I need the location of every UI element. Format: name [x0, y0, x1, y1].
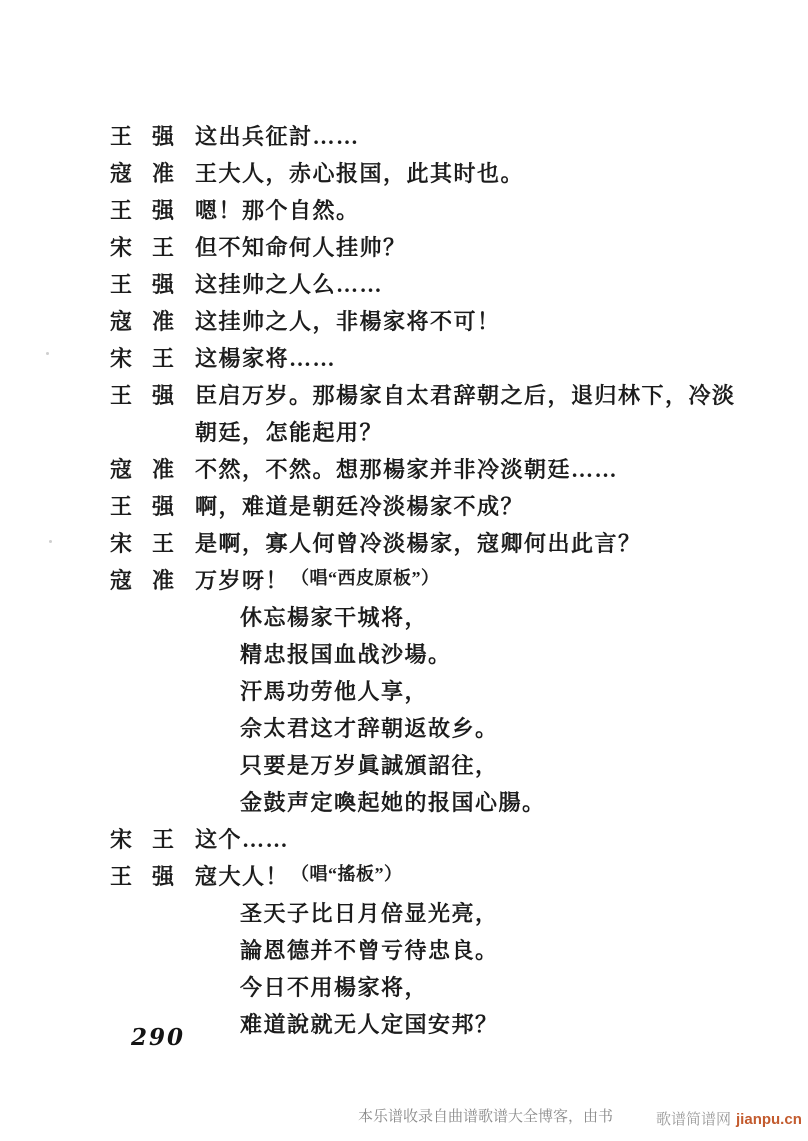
speaker-name: [110, 379, 174, 410]
speaker-name: [110, 157, 174, 188]
lyric-line: [0, 894, 808, 931]
lyric-text: 論恩德并不曾亏待忠良。: [240, 938, 499, 963]
dialogue-line: [0, 191, 808, 228]
dialogue-line: [0, 524, 808, 561]
dialogue-text: 这挂帅之人，非楊家将不可！: [195, 309, 501, 334]
speaker-name-char: 王: [110, 124, 133, 149]
dialogue-continuation-line: [0, 413, 808, 450]
dialogue-line: [0, 265, 808, 302]
speaker-name-char: 宋: [110, 346, 133, 371]
lyric-line: [0, 1005, 808, 1042]
speaker-name-char: 强: [151, 383, 174, 408]
speaker-name: [110, 194, 174, 225]
stage-direction: （唱“搖板”）: [291, 863, 403, 884]
speaker-name-char: 强: [151, 864, 174, 889]
lyric-line: [0, 709, 808, 746]
watermark-site-name: 歌谱简谱网: [656, 1111, 732, 1128]
lyric-line: [0, 746, 808, 783]
speaker-name-char: 准: [151, 457, 174, 482]
dialogue-text: 朝廷，怎能起用？: [195, 420, 384, 445]
dialogue-line: [0, 820, 808, 857]
dialogue-text: 这个……: [195, 827, 290, 852]
dialogue-text: 这出兵征討……: [195, 124, 360, 149]
speaker-name-char: 强: [151, 494, 174, 519]
lyric-line: [0, 783, 808, 820]
lyric-text: 难道說就无人定国安邦？: [240, 1012, 499, 1037]
speaker-name-char: 强: [151, 124, 174, 149]
speaker-name-char: 强: [151, 198, 174, 223]
speaker-name-char: 宋: [110, 827, 133, 852]
dialogue-line: [0, 228, 808, 265]
dialogue-line: [0, 339, 808, 376]
dialogue-line: [0, 154, 808, 191]
speaker-name-char: 寇: [110, 568, 133, 593]
dialogue-text: 啊，难道是朝廷冷淡楊家不成？: [195, 494, 525, 519]
dialogue-text: 是啊，寡人何曾冷淡楊家，寇卿何出此言？: [195, 531, 642, 556]
lyric-text: 金鼓声定喚起她的报国心腸。: [240, 790, 546, 815]
stage-direction: （唱“西皮原板”）: [291, 567, 440, 588]
speaker-name-char: 寇: [110, 457, 133, 482]
lyric-line: [0, 598, 808, 635]
speaker-name-char: 准: [151, 309, 174, 334]
speaker-name: [110, 564, 174, 595]
dialogue-text: 寇大人！: [195, 864, 290, 889]
speaker-name: [110, 231, 174, 262]
speaker-name-char: 寇: [110, 161, 133, 186]
speaker-name: [110, 120, 174, 151]
speaker-name-char: 准: [151, 161, 174, 186]
lyric-text: 休忘楊家干城将，: [240, 605, 429, 630]
lyric-line: [0, 635, 808, 672]
lyric-text: 汗馬功劳他人享，: [240, 679, 429, 704]
site-watermark: [656, 1108, 802, 1129]
dialogue-line: [0, 117, 808, 154]
dialogue-line: [0, 376, 808, 413]
speaker-name: [110, 268, 174, 299]
speaker-name: [110, 860, 174, 891]
dialogue-text: 这楊家将……: [195, 346, 337, 371]
speaker-name-char: 准: [151, 568, 174, 593]
speaker-name-char: 王: [151, 531, 174, 556]
speaker-name-char: 寇: [110, 309, 133, 334]
speaker-name-char: 王: [110, 494, 133, 519]
lyric-text: 今日不用楊家将，: [240, 975, 429, 1000]
dialogue-line: [0, 302, 808, 339]
speaker-name-char: 王: [110, 383, 133, 408]
dialogue-line: [0, 450, 808, 487]
dialogue-line: [0, 857, 808, 894]
speaker-name-char: 宋: [110, 235, 133, 260]
page-number: 290: [131, 1024, 186, 1051]
dialogue-text: 臣启万岁。那楊家自太君辞朝之后，退归林下，冷淡: [195, 383, 736, 408]
watermark-site-url: jianpu.cn: [736, 1111, 802, 1128]
speaker-name-char: 王: [151, 346, 174, 371]
footer-note: 本乐谱收录自曲谱歌谱大全博客，由书: [358, 1108, 614, 1125]
speaker-name-char: 强: [151, 272, 174, 297]
speaker-name: [110, 453, 174, 484]
speaker-name-char: 王: [151, 827, 174, 852]
speaker-name-char: 宋: [110, 531, 133, 556]
speaker-name-char: 王: [151, 235, 174, 260]
scan-speck: [49, 540, 52, 543]
speaker-name: [110, 305, 174, 336]
lyric-text: 精忠报国血战沙場。: [240, 642, 452, 667]
lyric-line: [0, 672, 808, 709]
speaker-name-char: 王: [110, 864, 133, 889]
lyric-line: [0, 968, 808, 1005]
dialogue-text: 不然，不然。想那楊家并非冷淡朝廷……: [195, 457, 619, 482]
dialogue-line: [0, 487, 808, 524]
lyric-text: 只要是万岁眞誠頒詔往，: [240, 753, 499, 778]
lyric-text: 佘太君这才辞朝返故乡。: [240, 716, 499, 741]
script-body: [0, 117, 808, 1042]
scan-speck: [46, 352, 49, 355]
dialogue-line: [0, 561, 808, 598]
dialogue-text: 王大人，赤心报国，此其时也。: [195, 161, 525, 186]
speaker-name: [110, 527, 174, 558]
dialogue-text: 万岁呀！: [195, 568, 290, 593]
dialogue-text: 嗯！那个自然。: [195, 198, 360, 223]
lyric-text: 圣天子比日月倍显光亮，: [240, 901, 499, 926]
speaker-name: [110, 490, 174, 521]
dialogue-text: 这挂帅之人么……: [195, 272, 384, 297]
dialogue-text: 但不知命何人挂帅？: [195, 235, 407, 260]
speaker-name-char: 王: [110, 198, 133, 223]
speaker-name: [110, 823, 174, 854]
lyric-line: [0, 931, 808, 968]
speaker-name: [110, 342, 174, 373]
speaker-name-char: 王: [110, 272, 133, 297]
